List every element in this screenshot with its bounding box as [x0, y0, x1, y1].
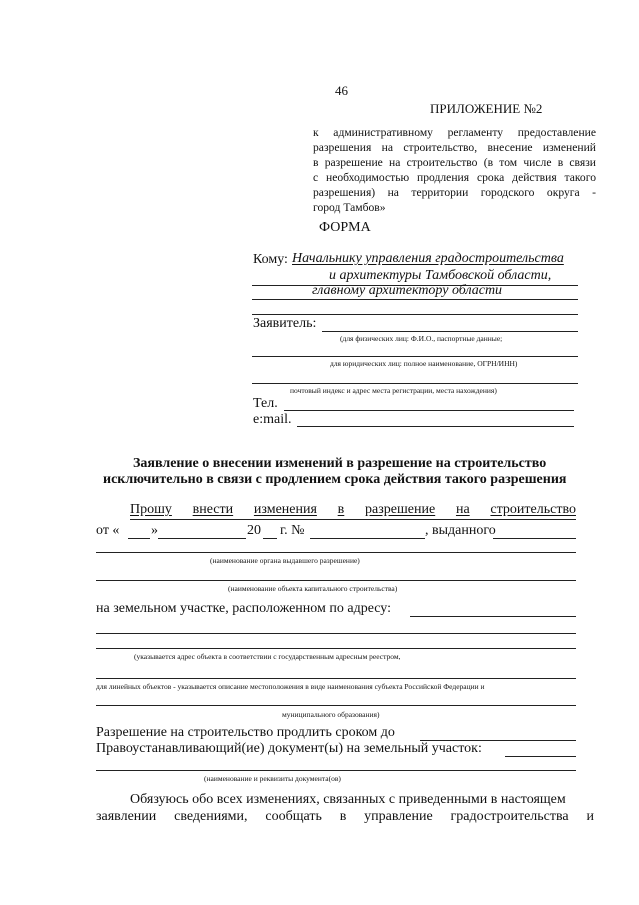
land-plot-field-2[interactable]	[96, 633, 576, 634]
appendix-text	[313, 125, 596, 215]
land-plot-field-3[interactable]	[96, 648, 576, 649]
statement-title-line-2: исключительно в связи с продлением срока действия такого разрешения	[103, 472, 567, 487]
issued-label: , выданного	[425, 523, 496, 538]
date-day-field[interactable]	[128, 538, 150, 539]
permit-number-field[interactable]	[310, 538, 425, 539]
request-word: в	[337, 502, 345, 517]
request-word: на	[455, 502, 470, 517]
request-word: разрешение	[365, 502, 436, 517]
applicant-field[interactable]	[322, 331, 578, 332]
obligation-word: и	[586, 809, 594, 824]
recipient-line-1: Начальнику управления градостроительства	[292, 251, 564, 266]
request-underline-gap	[130, 519, 576, 520]
appendix-line: разрешения на строительство, внесение изменений	[313, 141, 596, 154]
title-docs-field[interactable]	[505, 756, 576, 757]
appendix-line: разрешения) на территории городского округа -	[313, 186, 596, 199]
obligation-word: градостроительства	[450, 809, 569, 824]
appendix-line: в разрешение на строительство (в том числе в связи	[313, 156, 596, 169]
address-registry-hint: (указывается адрес объекта в соответствии с государственным адресным реестром,	[134, 652, 401, 661]
year-field[interactable]	[263, 538, 277, 539]
land-plot-label: на земельном участке, расположенном по адресу:	[96, 601, 392, 616]
applicant-hint-individual: (для физических лиц: Ф.И.О., паспортные данные;	[340, 334, 503, 343]
request-word: строительство	[490, 502, 576, 517]
email-field[interactable]	[297, 426, 574, 427]
appendix-line: с необходимостью продления срока действия такого	[313, 171, 596, 184]
appendix-line: к административному регламенту предоставление	[313, 126, 596, 139]
date-month-field[interactable]	[158, 538, 246, 539]
issued-field[interactable]	[493, 538, 576, 539]
recipient-underline-3	[252, 299, 578, 300]
applicant-field-2[interactable]	[252, 356, 578, 357]
appendix-line: город Тамбов»	[313, 201, 386, 214]
year-prefix: 20	[247, 523, 261, 538]
request-line	[130, 502, 576, 518]
request-word: изменения	[253, 502, 317, 517]
appendix-title: ПРИЛОЖЕНИЕ №2	[430, 101, 543, 116]
title-docs-label: Правоустанавливающий(ие) документ(ы) на земельный участок:	[96, 741, 482, 756]
recipient-blank-line[interactable]	[252, 314, 578, 315]
statement-title-line-1: Заявление о внесении изменений в разрешение на строительство	[133, 456, 547, 471]
land-plot-field[interactable]	[410, 616, 576, 617]
applicant-label: Заявитель:	[253, 316, 317, 331]
municipal-field[interactable]	[96, 705, 576, 706]
obligation-word: сведениями,	[174, 809, 248, 824]
obligation-word: управление	[364, 809, 433, 824]
email-label: e:mail.	[253, 412, 292, 427]
applicant-field-3[interactable]	[252, 383, 578, 384]
title-docs-hint: (наименование и реквизиты документа(ов)	[204, 774, 341, 783]
obligation-word: в	[339, 809, 347, 824]
object-field[interactable]	[96, 580, 576, 581]
municipal-hint: муниципального образования)	[282, 710, 380, 719]
recipient-line-2: и архитектуры Тамбовской области,	[329, 268, 552, 283]
obligation-line-1: Обязуюсь обо всех изменениях, связанных с приведенными в настоящем	[130, 792, 566, 807]
request-word: Прошу	[130, 502, 172, 517]
authority-hint: (наименование органа выдавшего разрешение)	[210, 556, 360, 565]
request-word: внести	[192, 502, 234, 517]
applicant-hint-legal: для юридических лиц: полное наименование, ОГРН/ИНН)	[330, 359, 518, 368]
page-number: 46	[335, 83, 348, 98]
linear-object-hint: для линейных объектов - указывается описание местоположения в виде наименования субъекта Российской Федерации и	[96, 682, 485, 691]
linear-object-field[interactable]	[96, 678, 576, 679]
recipient-line-3: главному архитектору области	[312, 283, 503, 298]
object-hint: (наименование объекта капитального строительства)	[228, 584, 398, 593]
number-label: г. №	[280, 523, 305, 538]
obligation-word: сообщать	[265, 809, 322, 824]
title-docs-field-2[interactable]	[96, 770, 576, 771]
phone-field[interactable]	[284, 410, 574, 411]
form-title: ФОРМА	[319, 220, 371, 235]
date-quote-close: »	[151, 523, 158, 538]
obligation-line-2	[96, 809, 594, 825]
phone-label: Тел.	[253, 396, 278, 411]
applicant-hint-address: почтовый индекс и адрес места регистрации, места нахождения)	[290, 386, 497, 395]
recipient-label: Кому:	[253, 252, 288, 267]
extend-term-label: Разрешение на строительство продлить сроком до	[96, 725, 395, 740]
date-from-label: от «	[96, 523, 120, 538]
authority-field[interactable]	[96, 552, 576, 553]
obligation-word: заявлении	[96, 809, 157, 824]
